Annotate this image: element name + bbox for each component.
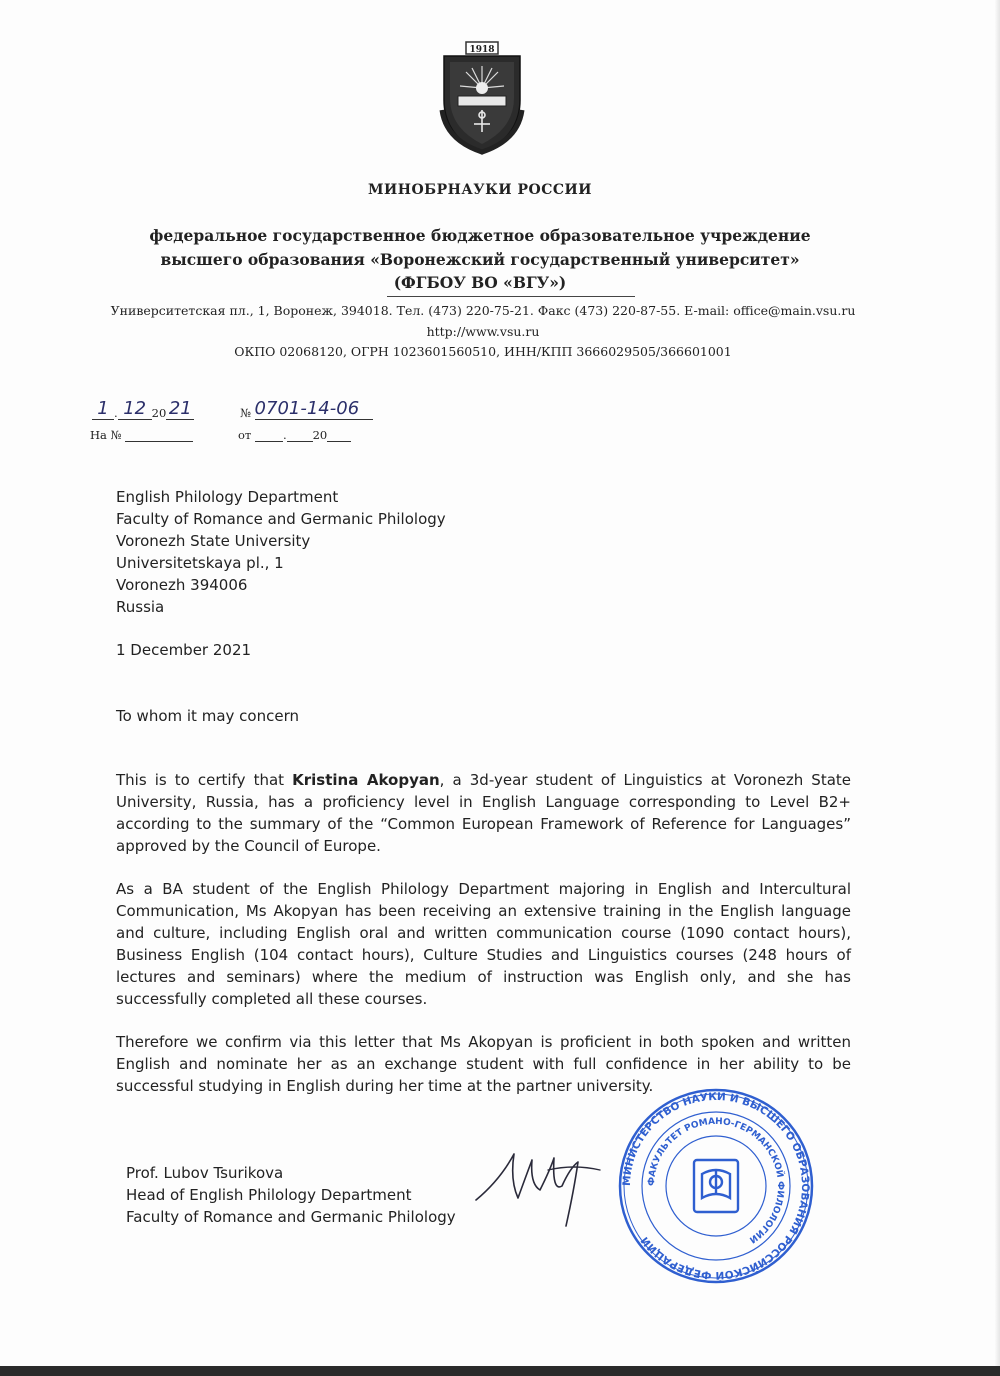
signature-block: [126, 1162, 456, 1228]
scan-edge-bottom: [0, 1366, 1000, 1376]
letter-date: 1 December 2021: [116, 641, 252, 659]
reg-year-suffix: 21: [168, 398, 192, 419]
reg-year-prefix: 20: [151, 406, 167, 420]
reply-reference: [90, 428, 193, 442]
from-label: от: [238, 428, 252, 442]
reply-label: На №: [90, 428, 122, 442]
recipient-line: English Philology Department: [116, 488, 339, 506]
stamp-emblem-icon: [694, 1160, 738, 1212]
recipient-line: Voronezh 394006: [116, 576, 248, 594]
signer-name: Prof. Lubov Tsurikova: [126, 1164, 284, 1182]
recipient-line: Faculty of Romance and Germanic Philology: [116, 510, 446, 528]
institution-line-1: федеральное государственное бюджетное образовательное учреждение: [149, 226, 811, 245]
stamp-outer-text: МИНИСТЕРСТВО НАУКИ И ВЫСШЕГО ОБРАЗОВАНИЯ РОССИЙСКОЙ ФЕДЕРАЦИИ: [620, 1090, 812, 1282]
training-paragraph: As a BA student of the English Philology Department majoring in English and Intercultural Communication, Ms Akopyan has been receiving an extensive training in the English language and culture, including English oral and written communication course (1090 contact hours), Business English (104 contact hours), Culture Studies and Linguistics courses (248 hours of lectures and seminars) where the medium of instruction was English only, and she has successfully completed all these courses.: [116, 880, 851, 1008]
certification-paragraph: [116, 769, 851, 857]
address-line-1: Университетская пл., 1, Воронеж, 394018. Тел. (473) 220-75-21. Факс (473) 220-87-55. E-mail: office@main.vsu.ru: [110, 303, 856, 318]
student-name: Kristina Akopyan: [292, 771, 440, 789]
official-stamp: [616, 1086, 816, 1286]
nomination-paragraph: Therefore we confirm via this letter that Ms Akopyan is proficient in both spoken and written English and nominate her as an exchange student with full confidence in her ability to be successful studying in English during her time at the partner university.: [116, 1033, 851, 1095]
p1-text-after: , a 3d-year student of Linguistics at Voronezh State University, Russia, has a proficiency level in English Language corresponding to Level B2+ according to the summary of the “Common European Framework of Reference for Languages” approved by the Council of Europe.: [116, 771, 852, 855]
from-year-prefix: 20: [312, 428, 328, 442]
scan-edge-right: [994, 0, 1000, 1376]
crest-year: 1918: [469, 45, 495, 55]
reg-number: 0701-14-06: [254, 398, 360, 419]
handwritten-signature: [470, 1140, 610, 1230]
reply-date: от . 20: [238, 428, 351, 442]
registry-codes-line: ОКПО 02068120, ОГРН 1023601560510, ИНН/КПП 3666029505/366601001: [234, 344, 732, 359]
website-line: http://www.vsu.ru: [426, 324, 540, 339]
recipient-line: Voronezh State University: [116, 532, 311, 550]
reg-month: 12: [123, 398, 147, 419]
signer-title: Head of English Philology Department: [126, 1186, 412, 1204]
institution-line-2: высшего образования «Воронежский государственный университет»: [160, 250, 800, 269]
salutation: To whom it may concern: [116, 707, 299, 725]
ministry-name: МИНОБРНАУКИ РОССИИ: [368, 182, 592, 198]
number-label: №: [240, 406, 251, 420]
outgoing-date: 1 . 12 20 21: [92, 398, 194, 420]
reg-day: 1: [97, 398, 109, 419]
p1-text-before: This is to certify that: [116, 771, 293, 789]
header-divider: [387, 296, 635, 297]
university-crest-icon: [436, 40, 528, 158]
recipient-line: Universitetskaya pl., 1: [116, 554, 284, 572]
signer-faculty: Faculty of Romance and Germanic Philology: [126, 1208, 456, 1226]
stamp-inner-text: ФАКУЛЬТЕТ РОМАНО-ГЕРМАНСКОЙ ФИЛОЛОГИИ: [646, 1116, 786, 1245]
recipient-line: Russia: [116, 598, 165, 616]
recipient-address: [116, 486, 851, 618]
institution-line-3: (ФГБОУ ВО «ВГУ»): [393, 273, 567, 292]
outgoing-number: [240, 398, 373, 420]
